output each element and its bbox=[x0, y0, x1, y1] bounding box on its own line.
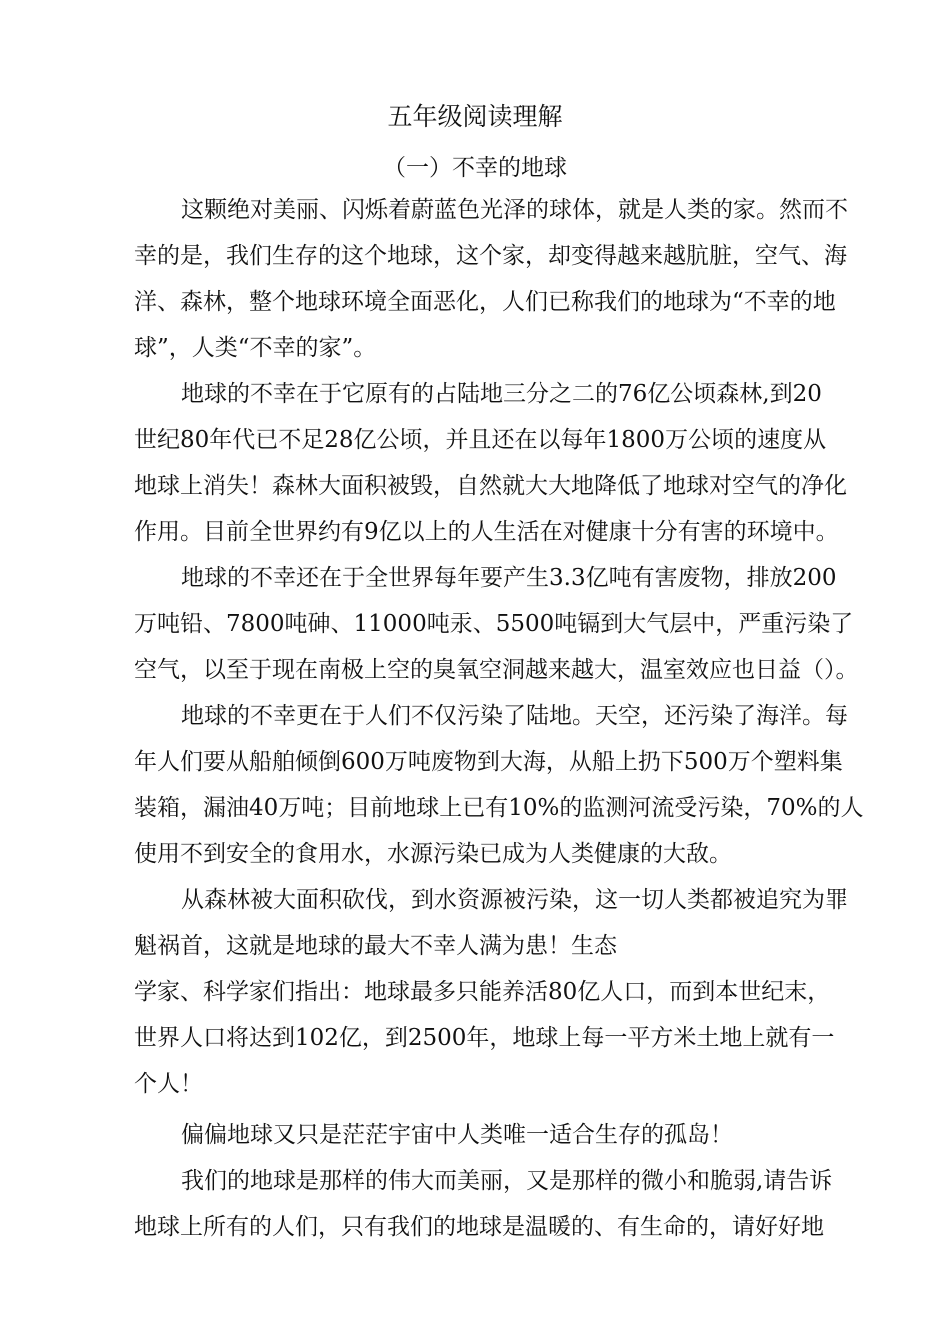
paragraph-line: 地球的不幸还在于全世界每年要产生3.3亿吨有害废物，排放200 bbox=[181, 565, 837, 591]
paragraph-line: 偏偏地球又只是茫茫宇宙中人类唯一适合生存的孤岛！ bbox=[181, 1122, 733, 1148]
paragraph-line: 个人！ bbox=[134, 1071, 203, 1097]
paragraph-line: 学家、科学家们指出：地球最多只能养活80亿人口，而到本世纪末， bbox=[134, 979, 831, 1005]
paragraph-line: 万吨铅、7800吨砷、11000吨汞、5500吨镉到大气层中，严重污染了 bbox=[134, 611, 854, 637]
paragraph-line: 地球上消失！森林大面积被毁，自然就大大地降低了地球对空气的净化 bbox=[134, 473, 847, 499]
paragraph-line: 从森林被大面积砍伐，到水资源被污染，这一切人类都被追究为罪 bbox=[181, 887, 848, 913]
paragraph-line: 装箱，漏油40万吨；目前地球上已有10%的监测河流受污染，70%的人 bbox=[134, 795, 864, 821]
paragraph-line: 球”，人类“不幸的家”。 bbox=[134, 335, 377, 361]
paragraph-line: 世纪80年代已不足28亿公顷，并且还在以每年1800万公顷的速度从 bbox=[134, 427, 827, 453]
paragraph-line: 世界人口将达到102亿，到2500年，地球上每一平方米土地上就有一 bbox=[134, 1025, 835, 1051]
section-heading: （一）不幸的地球 bbox=[383, 155, 567, 181]
paragraph-line: 我们的地球是那样的伟大而美丽，又是那样的微小和脆弱,请告诉 bbox=[181, 1168, 833, 1194]
paragraph-line: 魁祸首，这就是地球的最大不幸人满为患！生态 bbox=[134, 933, 617, 959]
paragraph-line: 幸的是，我们生存的这个地球，这个家，却变得越来越肮脏，空气、海 bbox=[134, 243, 847, 269]
document-title: 五年级阅读理解 bbox=[387, 102, 563, 131]
paragraph-line: 作用。目前全世界约有9亿以上的人生活在对健康十分有害的环境中。 bbox=[134, 519, 839, 545]
paragraph-line: 这颗绝对美丽、闪烁着蔚蓝色光泽的球体，就是人类的家。然而不 bbox=[181, 197, 848, 223]
paragraph-line: 地球的不幸在于它原有的占陆地三分之二的76亿公顷森林,到20 bbox=[181, 381, 822, 407]
paragraph-line: 地球的不幸更在于人们不仅污染了陆地。天空，还污染了海洋。每 bbox=[181, 703, 848, 729]
paragraph-line: 地球上所有的人们，只有我们的地球是温暖的、有生命的，请好好地 bbox=[134, 1214, 824, 1240]
paragraph-line: 年人们要从船舶倾倒600万吨废物到大海，从船上扔下500万个塑料集 bbox=[134, 749, 843, 775]
paragraph-line: 使用不到安全的食用水，水源污染已成为人类健康的大敌。 bbox=[134, 841, 732, 867]
paragraph-line: 空气，以至于现在南极上空的臭氧空洞越来越大，温室效应也日益（）。 bbox=[134, 657, 859, 683]
paragraph-line: 洋、森林，整个地球环境全面恶化，人们已称我们的地球为“不幸的地 bbox=[134, 289, 836, 315]
